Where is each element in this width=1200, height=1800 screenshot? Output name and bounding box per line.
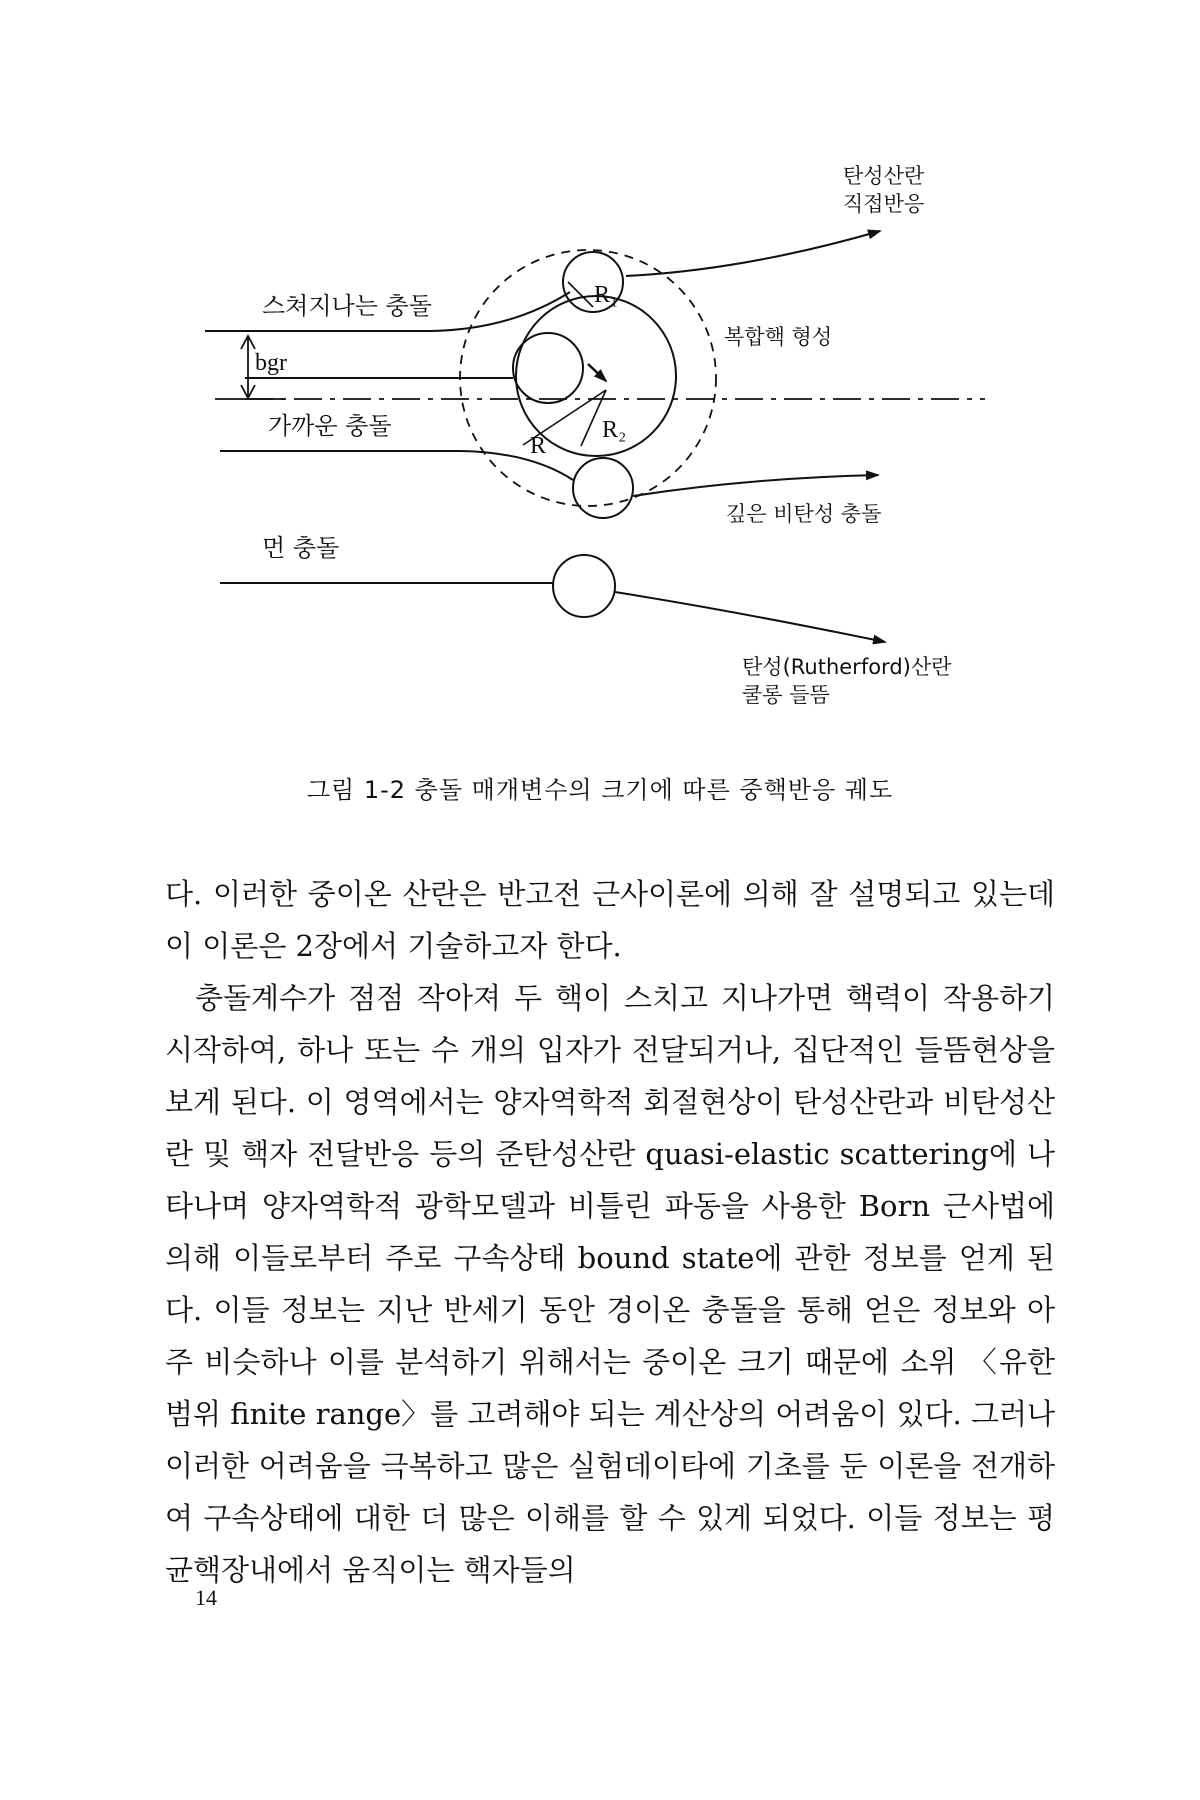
target-nucleus xyxy=(516,296,676,456)
projectile-deep-inelastic xyxy=(573,458,633,518)
projectile-close-collision xyxy=(513,333,583,403)
label-deep-inelastic: 깊은 비탄성 충돌 xyxy=(726,502,882,526)
paragraph: 다. 이러한 중이온 산란은 반고전 근사이론에 의해 잘 설명되고 있는데 이 이론은 2장에서 기술하고자 한다. xyxy=(165,877,1055,963)
label-direct-reaction: 직접반응 xyxy=(843,192,925,216)
collision-trajectory-diagram xyxy=(0,0,1200,800)
label-grazing: 스쳐지나는 충돌 xyxy=(262,292,432,320)
trajectory-close-arrow xyxy=(588,364,606,381)
label-close-collision: 가까운 충돌 xyxy=(268,412,392,440)
label-bgr: bgr xyxy=(255,350,287,376)
paragraph: 충돌계수가 점점 작아져 두 핵이 스치고 지나가면 핵력이 작용하기 시작하여, 하나 또는 수 개의 입자가 전달되거나, 집단적인 들뜸현상을 보게 된다. 이 영역에서는 양자역학적 회절현상이 탄성산란과 비탄성산란 및 핵자 전달반응 등의 준탄성산란 quasi-elastic scattering에 나타나며 양자역학적 광학모델과 비틀린 파동을 사용한 Born 근사법에 의해 이들로부터 주로 구속상태 bound state에 관한 정보를 얻게 된다. 이들 정보는 지난 반세기 동안 경이온 충돌을 통해 얻은 정보와 아주 비슷하나 이를 분석하기 위해서는 중이온 크기 때문에 소위 〈유한범위 finite range〉를 고려해야 되는 계산상의 어려움이 있다. 그러나 이러한 어려움을 극복하고 많은 실험데이타에 기초를 둔 이론을 전개하여 구속상태에 대한 더 많은 이해를 할 수 있게 되었다. 이들 정보는 평균핵장내에서 움직이는 핵자들의 xyxy=(165,981,1055,1587)
label-rutherford: 탄성(Rutherford)산란 xyxy=(742,655,952,679)
label-r: R xyxy=(530,433,547,459)
trajectory-elastic-top xyxy=(626,231,880,276)
label-coulomb-excitation: 쿨롱 들뜸 xyxy=(742,683,830,707)
label-distant: 먼 충돌 xyxy=(262,534,340,562)
label-r2: R₂ xyxy=(602,417,627,443)
label-elastic-top: 탄성산란 xyxy=(843,164,925,188)
trajectory-deep-inelastic-exit xyxy=(633,475,878,496)
trajectory-distant-exit xyxy=(615,592,885,642)
body-text xyxy=(165,868,1055,1596)
figure-caption: 그림 1-2 충돌 매개변수의 크기에 따른 중핵반응 궤도 xyxy=(306,776,894,804)
projectile-distant xyxy=(553,555,615,617)
label-r1: R₁ xyxy=(594,282,619,308)
label-compound: 복합핵 형성 xyxy=(724,325,833,349)
page-number: 14 xyxy=(195,1585,217,1610)
trajectory-deep-inelastic xyxy=(220,451,573,480)
